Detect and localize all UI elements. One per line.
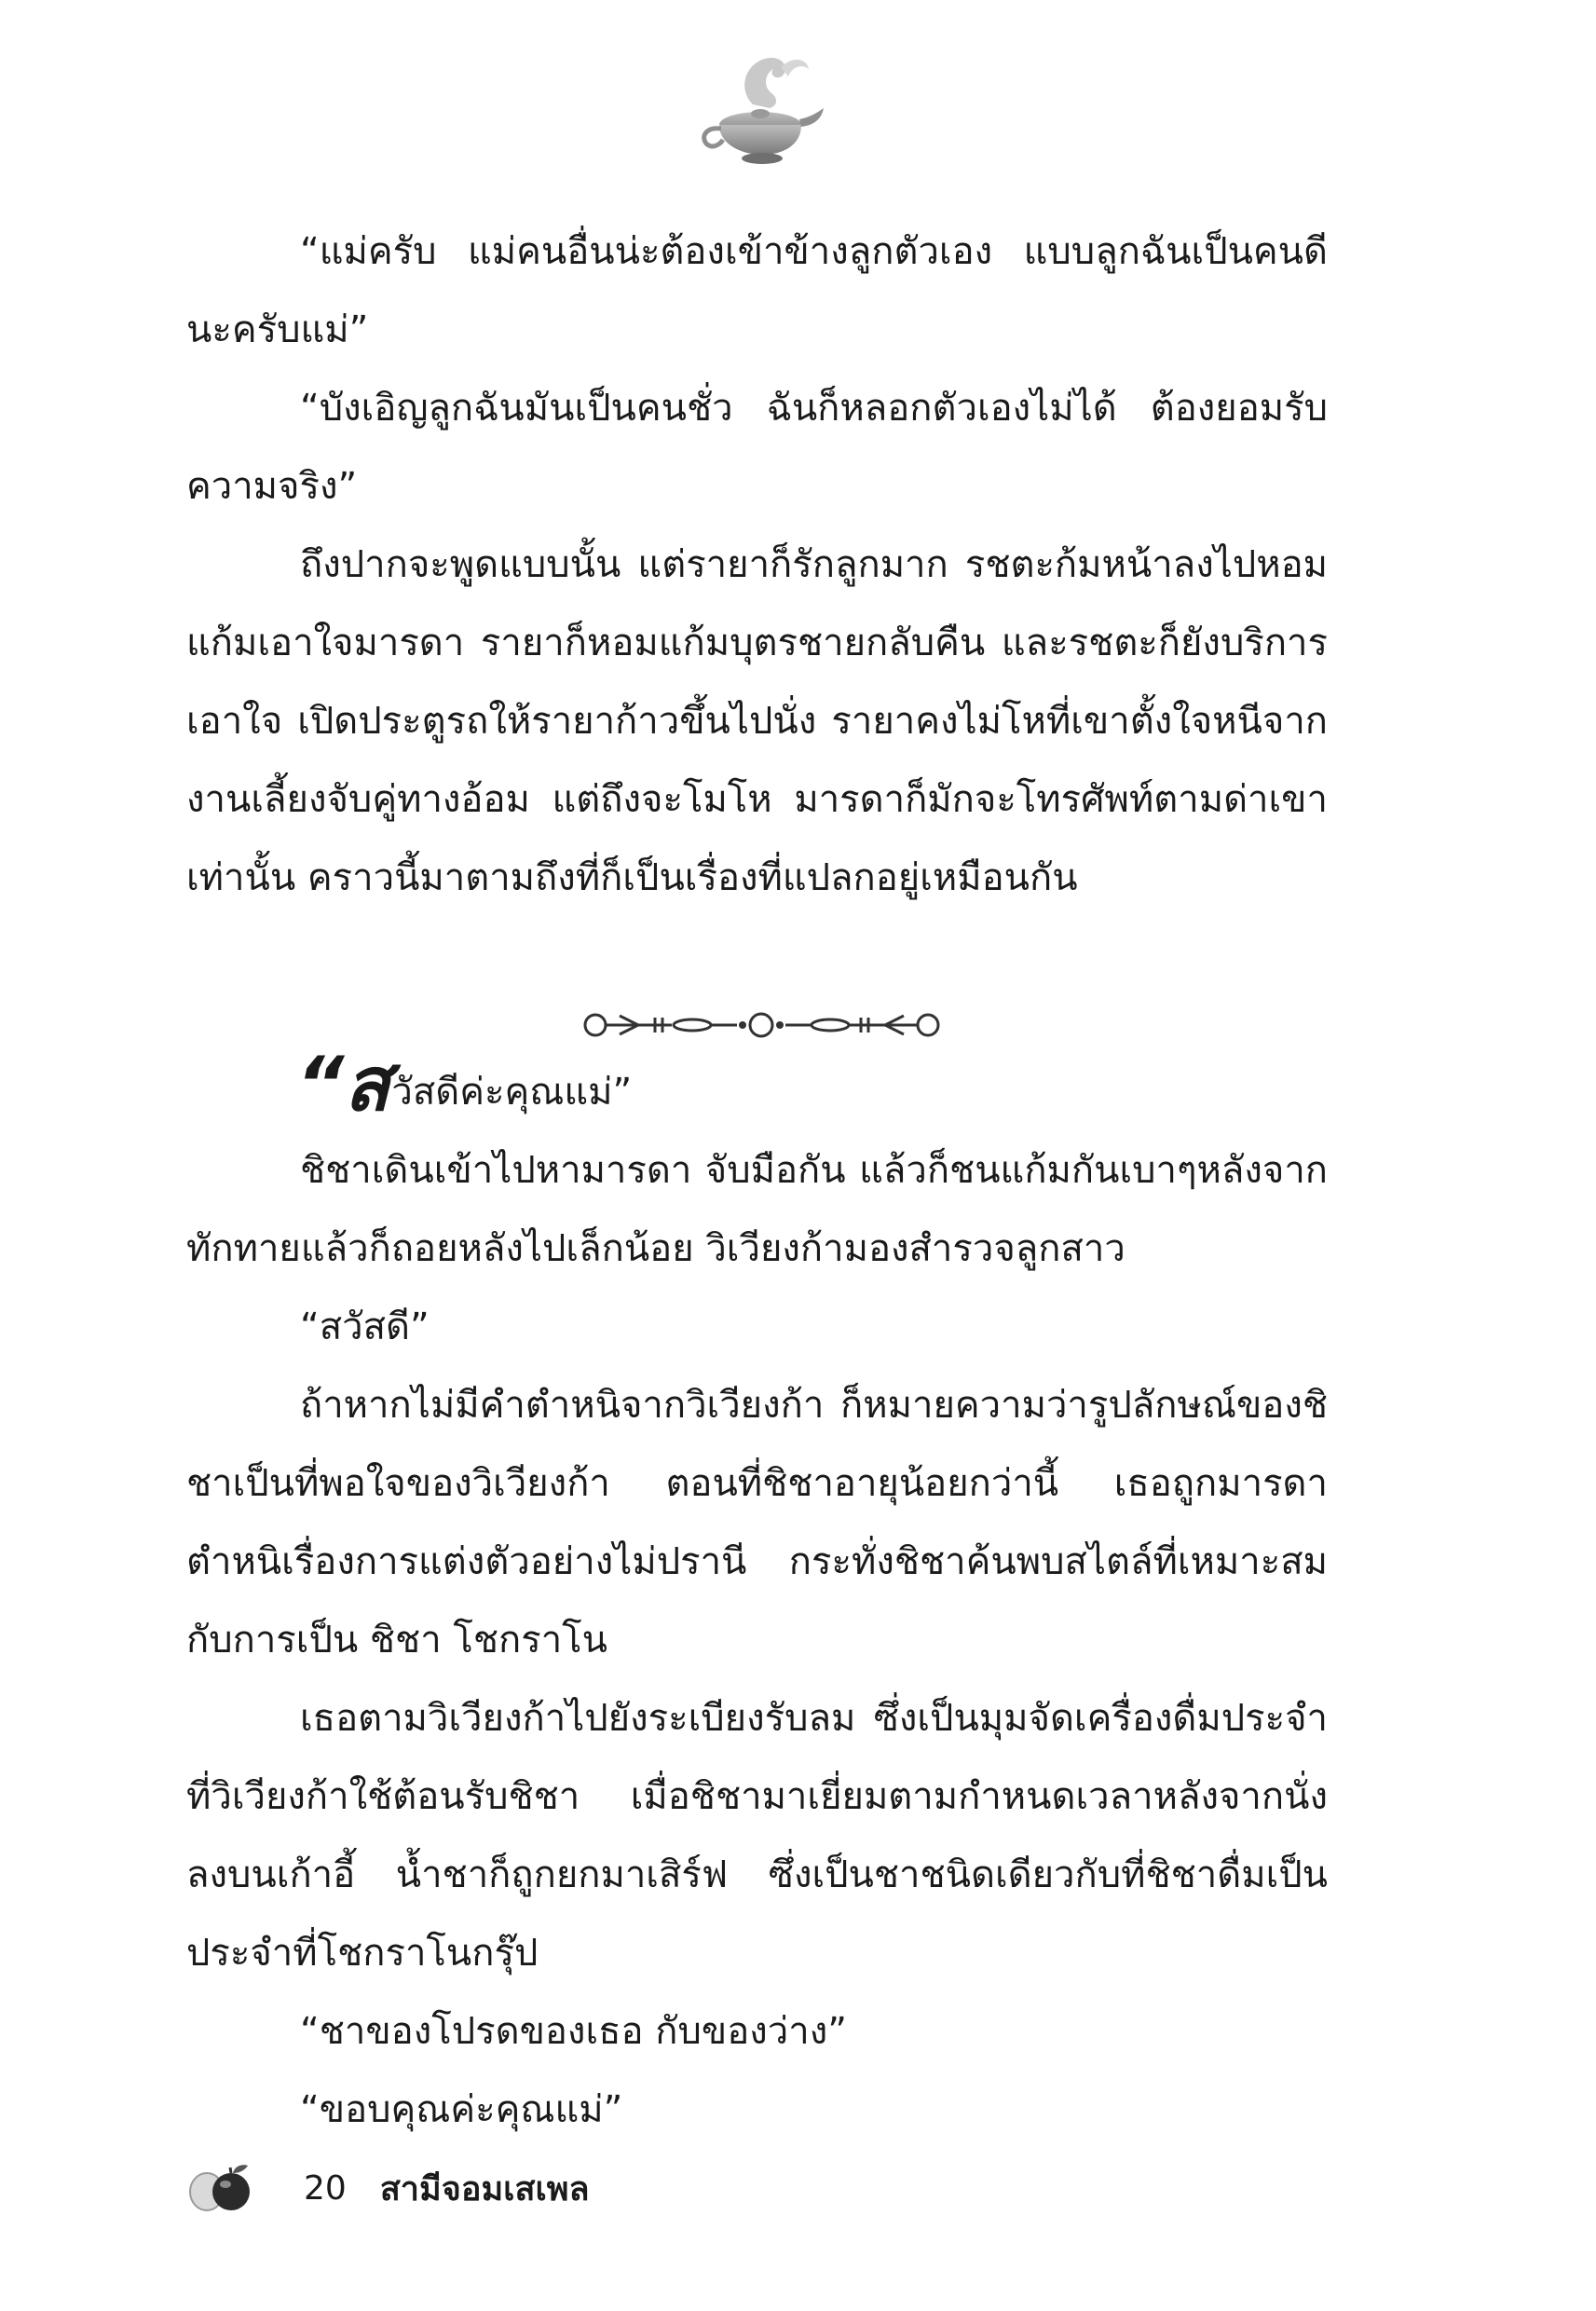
genie-lamp-icon bbox=[688, 48, 827, 170]
page-footer bbox=[186, 2160, 590, 2216]
page-number: 20 bbox=[304, 2168, 347, 2208]
text-block-chapter bbox=[186, 1041, 1328, 2149]
apple-icon bbox=[186, 2160, 261, 2216]
book-title: สามีจอมเสเพล bbox=[379, 2169, 590, 2208]
paragraph: “สวัสดี” bbox=[300, 1306, 430, 1348]
chapter-opening-line bbox=[186, 1041, 1328, 1131]
drop-cap: “ส bbox=[296, 1041, 390, 1128]
paragraph: “แม่ครับ แม่คนอื่นน่ะต้องเข้าข้างลูกตัวเอง แบบลูกฉันเป็นคนดีนะครับแม่” bbox=[186, 230, 1328, 351]
paragraph: “ชาของโปรดของเธอ กับของว่าง” bbox=[300, 2010, 847, 2053]
ornamental-divider bbox=[582, 1006, 941, 1044]
text-block-top bbox=[186, 212, 1328, 917]
paragraph: ถึงปากจะพูดแบบนั้น แต่รายาก็รักลูกมาก รชตะก้มหน้าลงไปหอมแก้มเอาใจมารดา รายาก็หอมแก้มบุตรชายกลับคืน และรชตะก็ยังบริการเอาใจ เปิดประตูรถให้รายาก้าวขึ้นไปนั่ง รายาคงไม่โหที่เขาตั้งใจหนีจากงานเลี้ยงจับคู่ทางอ้อม แต่ถึงจะโมโห มารดาก็มักจะโทรศัพท์ตามด่าเขาเท่านั้น คราวนี้มาตามถึงที่ก็เป็นเรื่องที่แปลกอยู่เหมือนกัน bbox=[186, 543, 1328, 899]
paragraph: ถ้าหากไม่มีคำตำหนิจากวิเวียงก้า ก็หมายความว่ารูปลักษณ์ของชิชาเป็นที่พอใจของวิเวียงก้า ตอนที่ชิชาอายุน้อยกว่านี้ เธอถูกมารดาตำหนิเรื่องการแต่งตัวอย่างไม่ปรานี กระทั่งชิชาค้นพบสไตล์ที่เหมาะสมกับการเป็น ชิชา โชกราโน bbox=[186, 1384, 1328, 1661]
paragraph: “บังเอิญลูกฉันมันเป็นคนชั่ว ฉันก็หลอกตัวเองไม่ได้ ต้องยอมรับความจริง” bbox=[186, 387, 1328, 508]
paragraph: เธอตามวิเวียงก้าไปยังระเบียงรับลม ซึ่งเป็นมุมจัดเครื่องดื่มประจำที่วิเวียงก้าใช้ต้อนรับชิชา เมื่อชิชามาเยี่ยมตามกำหนดเวลาหลังจากนั่งลงบนเก้าอี้ น้ำชาก็ถูกยกมาเสิร์ฟ ซึ่งเป็นชาชนิดเดียวกับที่ชิชาดื่มเป็นประจำที่โชกราโนกรุ๊ป bbox=[186, 1697, 1328, 1975]
paragraph: “ขอบคุณค่ะคุณแม่” bbox=[300, 2088, 623, 2131]
opening-text: วัสดีค่ะคุณแม่” bbox=[391, 1071, 633, 1114]
paragraph: ชิชาเดินเข้าไปหามารดา จับมือกัน แล้วก็ชนแก้มกันเบาๆหลังจากทักทายแล้วก็ถอยหลังไปเล็กน้อย วิเวียงก้ามองสำรวจลูกสาว bbox=[186, 1149, 1328, 1270]
